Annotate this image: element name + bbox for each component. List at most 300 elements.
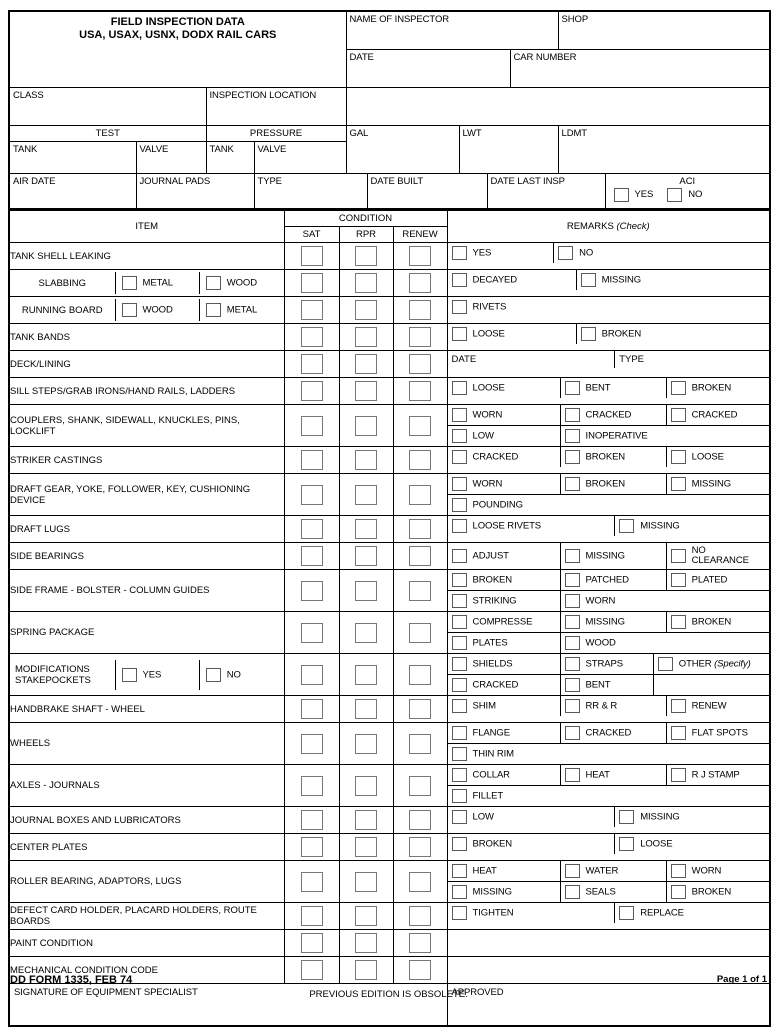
condition-sat-checkbox[interactable] xyxy=(301,273,323,293)
item-option xyxy=(199,299,283,321)
condition-sat-checkbox[interactable] xyxy=(301,519,323,539)
remark-checkbox[interactable] xyxy=(671,699,686,713)
condition-rpr-checkbox[interactable] xyxy=(355,872,377,892)
condition-rpr-checkbox[interactable] xyxy=(355,734,377,754)
condition-renew-checkbox[interactable] xyxy=(409,623,431,643)
remark-checkbox[interactable] xyxy=(671,885,686,899)
remark-option xyxy=(666,570,769,591)
condition-rpr-checkbox[interactable] xyxy=(355,300,377,320)
condition-sat-checkbox[interactable] xyxy=(301,776,323,796)
remark-checkbox[interactable] xyxy=(452,885,467,899)
remark-option xyxy=(653,675,769,696)
field-date-last-insp[interactable] xyxy=(487,173,605,209)
remark-checkbox[interactable] xyxy=(452,498,467,512)
remark-checkbox[interactable] xyxy=(452,549,467,563)
condition-renew-cell xyxy=(393,861,447,903)
remark-label: BROKEN xyxy=(691,382,732,394)
remark-checkbox[interactable] xyxy=(452,810,467,824)
condition-rpr-checkbox[interactable] xyxy=(355,665,377,685)
condition-renew-cell xyxy=(393,723,447,765)
remark-option xyxy=(448,570,561,591)
label-gal: GAL xyxy=(349,127,369,139)
item-option-checkbox[interactable] xyxy=(206,668,221,682)
condition-sat-checkbox[interactable] xyxy=(301,546,323,566)
item-option xyxy=(115,272,199,294)
condition-rpr-cell xyxy=(339,378,393,405)
remark-option xyxy=(448,516,615,536)
item-option xyxy=(115,299,199,321)
remark-label: RR & R xyxy=(585,700,618,712)
remark-label: BROKEN xyxy=(691,886,732,898)
remark-label: FLAT SPOTS xyxy=(691,727,748,739)
condition-renew-checkbox[interactable] xyxy=(409,519,431,539)
remark-checkbox[interactable] xyxy=(452,246,467,260)
remark-checkbox[interactable] xyxy=(565,429,580,443)
remark-label: SHIM xyxy=(472,700,496,712)
condition-sat-cell xyxy=(284,654,339,696)
remark-checkbox[interactable] xyxy=(565,477,580,491)
remark-option xyxy=(560,633,666,654)
remark-checkbox[interactable] xyxy=(671,408,686,422)
remark-checkbox[interactable] xyxy=(671,381,686,395)
condition-rpr-checkbox[interactable] xyxy=(355,381,377,401)
table-row xyxy=(9,297,770,324)
condition-rpr-cell xyxy=(339,930,393,957)
remark-checkbox[interactable] xyxy=(452,789,467,803)
condition-rpr-checkbox[interactable] xyxy=(355,810,377,830)
remark-checkbox[interactable] xyxy=(619,519,634,533)
remark-checkbox[interactable] xyxy=(452,726,467,740)
condition-rpr-cell xyxy=(339,474,393,516)
remarks-cell xyxy=(447,543,770,570)
condition-rpr-checkbox[interactable] xyxy=(355,699,377,719)
condition-renew-checkbox[interactable] xyxy=(409,546,431,566)
remarks-cell xyxy=(447,834,770,861)
remark-checkbox[interactable] xyxy=(565,726,580,740)
field-air-date[interactable] xyxy=(9,173,136,209)
label-signature: SIGNATURE OF EQUIPMENT SPECIALIST xyxy=(14,987,198,998)
remark-checkbox[interactable] xyxy=(452,594,467,608)
remark-checkbox[interactable] xyxy=(452,906,467,920)
remark-checkbox[interactable] xyxy=(558,246,573,260)
remark-label: BROKEN xyxy=(585,478,626,490)
table-row xyxy=(9,447,770,474)
condition-renew-checkbox[interactable] xyxy=(409,699,431,719)
remark-checkbox[interactable] xyxy=(671,615,686,629)
condition-sat-checkbox[interactable] xyxy=(301,734,323,754)
condition-renew-cell xyxy=(393,351,447,378)
remark-label: WORN xyxy=(472,409,503,421)
remark-option xyxy=(666,882,769,903)
label-air-date: AIR DATE xyxy=(13,175,56,187)
label-lwt: LWT xyxy=(462,127,482,139)
label-pressure-tank: TANK xyxy=(209,143,234,155)
remark-checkbox[interactable] xyxy=(452,768,467,782)
condition-sat-checkbox[interactable] xyxy=(301,699,323,719)
inspection-table xyxy=(8,210,771,1027)
form-title-line1: FIELD INSPECTION DATA xyxy=(110,16,245,28)
condition-rpr-checkbox[interactable] xyxy=(355,354,377,374)
remark-option xyxy=(448,612,561,633)
remark-option xyxy=(576,270,769,290)
remark-label: YES xyxy=(472,247,492,259)
condition-sat-cell xyxy=(284,405,339,447)
remark-checkbox[interactable] xyxy=(565,408,580,422)
label-aci: ACI xyxy=(679,175,696,187)
field-test-tank[interactable] xyxy=(9,141,136,173)
remarks-cell xyxy=(447,297,770,324)
remark-checkbox[interactable] xyxy=(565,594,580,608)
page-label: Page 1 of 1 xyxy=(716,974,767,985)
remark-label: PATCHED xyxy=(585,574,629,586)
condition-renew-checkbox[interactable] xyxy=(409,485,431,505)
form-footer xyxy=(8,974,769,1014)
remark-option xyxy=(560,474,666,495)
remark-checkbox[interactable] xyxy=(452,300,467,314)
remarks-cell xyxy=(447,351,770,378)
remark-checkbox[interactable] xyxy=(452,327,467,341)
condition-renew-checkbox[interactable] xyxy=(409,810,431,830)
condition-rpr-cell xyxy=(339,324,393,351)
label-shop: SHOP xyxy=(561,14,589,25)
label-date-built: DATE BUILT xyxy=(370,175,424,187)
condition-sat-checkbox[interactable] xyxy=(301,906,323,926)
condition-renew-checkbox[interactable] xyxy=(409,300,431,320)
remark-checkbox[interactable] xyxy=(452,408,467,422)
field-car-number[interactable] xyxy=(510,49,770,87)
label-inspection-location: INSPECTION LOCATION xyxy=(209,89,317,101)
remarks-cell xyxy=(447,447,770,474)
condition-sat-checkbox[interactable] xyxy=(301,246,323,266)
remark-label: MISSING xyxy=(601,274,642,286)
table-row xyxy=(9,243,770,270)
remark-label: COMPRESSE xyxy=(472,616,533,628)
field-gal[interactable] xyxy=(346,125,459,173)
condition-rpr-checkbox[interactable] xyxy=(355,623,377,643)
condition-sat-cell xyxy=(284,243,339,270)
remark-label: LOOSE xyxy=(472,382,505,394)
table-row xyxy=(9,723,770,765)
spacer-header xyxy=(346,87,770,125)
remark-checkbox[interactable] xyxy=(565,678,580,692)
remark-checkbox[interactable] xyxy=(565,549,580,563)
condition-rpr-checkbox[interactable] xyxy=(355,485,377,505)
field-journal-pads[interactable] xyxy=(136,173,254,209)
remark-label: STRAPS xyxy=(585,658,623,670)
condition-rpr-checkbox[interactable] xyxy=(355,933,377,953)
item-option xyxy=(199,272,283,294)
remark-checkbox[interactable] xyxy=(565,864,580,878)
condition-renew-cell xyxy=(393,324,447,351)
field-shop[interactable] xyxy=(558,11,770,49)
aci-yes-checkbox[interactable] xyxy=(614,188,629,202)
item-option-label: METAL xyxy=(142,277,173,289)
remark-label: TIGHTEN xyxy=(472,907,514,919)
remark-checkbox[interactable] xyxy=(671,450,686,464)
remark-checkbox[interactable] xyxy=(671,573,686,587)
remark-checkbox[interactable] xyxy=(671,477,686,491)
remark-option xyxy=(666,861,769,882)
remark-checkbox[interactable] xyxy=(581,273,596,287)
remark-checkbox[interactable] xyxy=(619,906,634,920)
item-cell: DEFECT CARD HOLDER, PLACARD HOLDERS, ROUTE BOARDS xyxy=(9,903,284,930)
remark-checkbox[interactable] xyxy=(671,864,686,878)
condition-sat-checkbox[interactable] xyxy=(301,354,323,374)
remark-checkbox[interactable] xyxy=(452,747,467,761)
condition-renew-checkbox[interactable] xyxy=(409,327,431,347)
remark-option xyxy=(448,765,561,786)
item-option-checkbox[interactable] xyxy=(122,303,137,317)
remark-label: SHIELDS xyxy=(472,658,513,670)
label-class: CLASS xyxy=(13,89,44,101)
remark-option xyxy=(448,786,561,807)
condition-renew-checkbox[interactable] xyxy=(409,246,431,266)
remark-checkbox[interactable] xyxy=(452,477,467,491)
remark-checkbox[interactable] xyxy=(452,657,467,671)
table-row xyxy=(9,807,770,834)
condition-renew-checkbox[interactable] xyxy=(409,933,431,953)
condition-rpr-checkbox[interactable] xyxy=(355,327,377,347)
remark-checkbox[interactable] xyxy=(565,885,580,899)
condition-sat-cell xyxy=(284,351,339,378)
remark-option xyxy=(560,591,666,612)
field-type[interactable] xyxy=(254,173,367,209)
field-pressure-tank[interactable] xyxy=(206,141,254,173)
condition-rpr-checkbox[interactable] xyxy=(355,273,377,293)
remark-label: SEALS xyxy=(585,886,616,898)
item-option-label: YES xyxy=(142,669,162,681)
condition-renew-cell xyxy=(393,447,447,474)
remark-checkbox[interactable] xyxy=(452,864,467,878)
condition-rpr-checkbox[interactable] xyxy=(355,450,377,470)
condition-sat-checkbox[interactable] xyxy=(301,485,323,505)
remark-checkbox[interactable] xyxy=(452,837,467,851)
remark-option xyxy=(448,474,561,495)
remark-label: LOOSE xyxy=(691,451,724,463)
remark-option xyxy=(448,696,561,716)
condition-sat-checkbox[interactable] xyxy=(301,381,323,401)
condition-renew-checkbox[interactable] xyxy=(409,872,431,892)
table-row xyxy=(9,612,770,654)
remark-label: WATER xyxy=(585,865,619,877)
condition-sat-checkbox[interactable] xyxy=(301,665,323,685)
remarks-cell xyxy=(447,612,770,654)
condition-renew-checkbox[interactable] xyxy=(409,416,431,436)
remark-label: FLANGE xyxy=(472,727,510,739)
item-cell: DRAFT LUGS xyxy=(9,516,284,543)
remark-label: INOPERATIVE xyxy=(585,430,648,442)
remark-checkbox[interactable] xyxy=(619,837,634,851)
condition-sat-checkbox[interactable] xyxy=(301,416,323,436)
remark-checkbox[interactable] xyxy=(565,636,580,650)
remark-label: LOOSE xyxy=(472,328,505,340)
remark-checkbox[interactable] xyxy=(452,699,467,713)
remark-checkbox[interactable] xyxy=(671,726,686,740)
item-option-label: NO xyxy=(226,669,241,681)
remark-checkbox[interactable] xyxy=(581,327,596,341)
condition-rpr-checkbox[interactable] xyxy=(355,906,377,926)
condition-rpr-cell xyxy=(339,903,393,930)
remark-label: BROKEN xyxy=(472,574,513,586)
remark-checkbox[interactable] xyxy=(619,810,634,824)
condition-rpr-cell xyxy=(339,351,393,378)
condition-sat-checkbox[interactable] xyxy=(301,581,323,601)
remark-option xyxy=(448,633,561,654)
condition-sat-checkbox[interactable] xyxy=(301,327,323,347)
remark-label: LOOSE xyxy=(640,838,673,850)
field-date-built[interactable] xyxy=(367,173,487,209)
label-date-last-insp: DATE LAST INSP xyxy=(490,175,565,187)
field-class[interactable] xyxy=(9,87,206,125)
condition-rpr-checkbox[interactable] xyxy=(355,519,377,539)
condition-renew-checkbox[interactable] xyxy=(409,665,431,685)
remark-label: FILLET xyxy=(472,790,504,802)
remark-checkbox[interactable] xyxy=(565,615,580,629)
field-pressure-valve[interactable] xyxy=(254,141,346,173)
condition-rpr-cell xyxy=(339,834,393,861)
condition-rpr-checkbox[interactable] xyxy=(355,246,377,266)
condition-renew-cell xyxy=(393,270,447,297)
remark-checkbox[interactable] xyxy=(565,450,580,464)
field-test-valve[interactable] xyxy=(136,141,206,173)
condition-rpr-cell xyxy=(339,570,393,612)
remark-checkbox[interactable] xyxy=(565,768,580,782)
remark-checkbox[interactable] xyxy=(658,657,673,671)
item-option-checkbox[interactable] xyxy=(206,276,221,290)
condition-rpr-checkbox[interactable] xyxy=(355,837,377,857)
remark-label: CRACKED xyxy=(585,727,632,739)
condition-sat-checkbox[interactable] xyxy=(301,623,323,643)
field-ldmt[interactable] xyxy=(558,125,770,173)
condition-rpr-cell xyxy=(339,765,393,807)
header-remarks-note: (Check) xyxy=(616,221,650,232)
field-inspection-location[interactable] xyxy=(206,87,346,125)
condition-rpr-cell xyxy=(339,654,393,696)
item-option-checkbox[interactable] xyxy=(122,668,137,682)
remark-label: WORN xyxy=(691,865,722,877)
condition-sat-checkbox[interactable] xyxy=(301,300,323,320)
form-title-line2: USA, USAX, USNX, DODX RAIL CARS xyxy=(79,29,277,41)
remarks-cell xyxy=(447,807,770,834)
condition-rpr-checkbox[interactable] xyxy=(355,581,377,601)
condition-sat-cell xyxy=(284,696,339,723)
remark-checkbox[interactable] xyxy=(452,678,467,692)
remark-option xyxy=(448,834,615,854)
item-option-checkbox[interactable] xyxy=(206,303,221,317)
condition-rpr-checkbox[interactable] xyxy=(355,776,377,796)
label-ldmt: LDMT xyxy=(561,127,587,139)
condition-sat-checkbox[interactable] xyxy=(301,872,323,892)
field-aci xyxy=(605,173,770,209)
condition-rpr-cell xyxy=(339,861,393,903)
remark-checkbox[interactable] xyxy=(452,573,467,587)
remark-label: HEAT xyxy=(472,865,497,877)
condition-rpr-checkbox[interactable] xyxy=(355,416,377,436)
remark-label: RENEW xyxy=(691,700,727,712)
remark-option xyxy=(615,807,769,827)
remark-checkbox[interactable] xyxy=(452,519,467,533)
remark-checkbox[interactable] xyxy=(565,381,580,395)
table-row xyxy=(9,654,770,696)
condition-sat-checkbox[interactable] xyxy=(301,450,323,470)
remark-checkbox[interactable] xyxy=(452,381,467,395)
item-label: RUNNING BOARD xyxy=(21,304,103,316)
condition-rpr-checkbox[interactable] xyxy=(355,546,377,566)
table-row xyxy=(9,696,770,723)
item-cell: DECK/LINING xyxy=(9,351,284,378)
item-cell: AXLES - JOURNALS xyxy=(9,765,284,807)
remark-checkbox[interactable] xyxy=(452,429,467,443)
item-cell: MECHANICAL CONDITION CODE xyxy=(9,957,284,984)
field-lwt[interactable] xyxy=(459,125,558,173)
condition-renew-checkbox[interactable] xyxy=(409,837,431,857)
remark-label: STRIKING xyxy=(472,595,517,607)
remark-label: POUNDING xyxy=(472,499,523,511)
remark-label: CRACKED xyxy=(585,409,632,421)
item-option-checkbox[interactable] xyxy=(122,276,137,290)
condition-renew-checkbox[interactable] xyxy=(409,273,431,293)
condition-renew-checkbox[interactable] xyxy=(409,906,431,926)
condition-renew-checkbox[interactable] xyxy=(409,776,431,796)
remark-label: BROKEN xyxy=(601,328,642,340)
remark-checkbox[interactable] xyxy=(671,549,686,563)
condition-renew-checkbox[interactable] xyxy=(409,381,431,401)
remarks-field[interactable]: DATE xyxy=(448,351,615,368)
remark-checkbox[interactable] xyxy=(565,573,580,587)
item-option-label: WOOD xyxy=(226,277,257,289)
label-approved: APPROVED xyxy=(451,987,504,998)
condition-sat-cell xyxy=(284,516,339,543)
remark-label: REPLACE xyxy=(640,907,684,919)
condition-sat-checkbox[interactable] xyxy=(301,810,323,830)
condition-renew-checkbox[interactable] xyxy=(409,581,431,601)
condition-rpr-cell xyxy=(339,405,393,447)
remark-checkbox[interactable] xyxy=(671,768,686,782)
remark-option xyxy=(560,696,666,716)
remark-label: HEAT xyxy=(585,769,610,781)
remark-checkbox[interactable] xyxy=(452,450,467,464)
condition-renew-checkbox[interactable] xyxy=(409,450,431,470)
remark-label: THIN RIM xyxy=(472,748,514,760)
condition-sat-checkbox[interactable] xyxy=(301,837,323,857)
condition-renew-checkbox[interactable] xyxy=(409,734,431,754)
item-cell: PAINT CONDITION xyxy=(9,930,284,957)
aci-no-checkbox[interactable] xyxy=(667,188,682,202)
item-cell: SIDE FRAME - BOLSTER - COLUMN GUIDES xyxy=(9,570,284,612)
field-date[interactable] xyxy=(346,49,510,87)
item-cell xyxy=(9,654,284,696)
remark-option xyxy=(615,516,769,536)
remark-label: R J STAMP xyxy=(691,769,740,781)
remark-label: NO CLEARANCE xyxy=(691,545,749,566)
remark-checkbox[interactable] xyxy=(565,657,580,671)
condition-renew-checkbox[interactable] xyxy=(409,354,431,374)
item-option-label: WOOD xyxy=(142,304,173,316)
remarks-cell xyxy=(447,570,770,612)
remark-checkbox[interactable] xyxy=(452,273,467,287)
condition-sat-checkbox[interactable] xyxy=(301,933,323,953)
remark-checkbox[interactable] xyxy=(452,615,467,629)
remark-checkbox[interactable] xyxy=(452,636,467,650)
field-name-of-inspector[interactable] xyxy=(346,11,558,49)
remarks-field[interactable]: TYPE xyxy=(615,351,769,368)
remark-label: BENT xyxy=(585,382,611,394)
remark-option xyxy=(448,243,554,263)
remark-option xyxy=(560,882,666,903)
condition-sat-cell xyxy=(284,297,339,324)
table-row xyxy=(9,474,770,516)
remark-checkbox[interactable] xyxy=(565,699,580,713)
